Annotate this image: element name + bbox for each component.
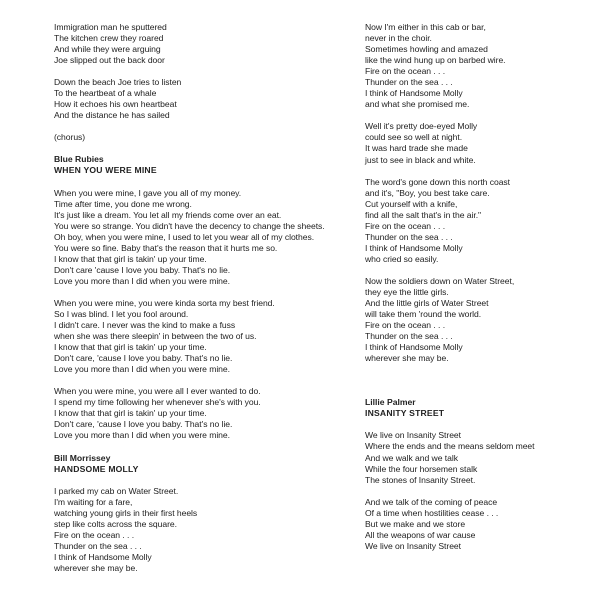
- song-title: INSANITY STREET: [365, 408, 445, 419]
- lyric-line: We live on Insanity Street: [365, 540, 461, 551]
- stanza: [365, 22, 595, 110]
- lyric-line: And we walk and we talk: [365, 452, 458, 463]
- lyric-line: wherever she may be.: [54, 562, 138, 573]
- lyric-line: But we make and we store: [365, 518, 466, 529]
- stanza: [54, 77, 354, 121]
- spacer: [54, 177, 354, 188]
- lyric-line: And we talk of the coming of peace: [365, 496, 498, 507]
- stanza: [54, 22, 354, 66]
- song-header-handsome-molly: [54, 453, 354, 486]
- lyric-line: Thunder on the sea . . .: [365, 77, 453, 88]
- lyric-line: Fire on the ocean . . .: [365, 320, 446, 331]
- chorus-note: (chorus): [54, 132, 86, 143]
- lyric-line: Love you more than I did when you were mine.: [54, 364, 230, 375]
- stanza: [54, 486, 354, 574]
- stanza: [365, 497, 595, 552]
- lyric-line: And while they were arguing: [54, 44, 161, 55]
- stanza: [365, 430, 595, 485]
- lyric-line: The kitchen crew they roared: [54, 33, 164, 44]
- lyric-line: Time after time, you done me wrong.: [54, 198, 192, 209]
- lyric-line: When you were mine, I gave you all of my money.: [54, 187, 242, 198]
- lyric-line: Cut yourself with a knife,: [365, 198, 458, 209]
- spacer: [365, 375, 595, 397]
- lyric-line: wherever she may be.: [365, 353, 449, 364]
- lyric-line: You were so strange. You didn't have the decency to change the sheets.: [54, 220, 325, 231]
- spacer: [54, 475, 354, 486]
- lyric-line: To the heartbeat of a whale: [54, 88, 157, 99]
- stanza: [365, 276, 595, 364]
- lyric-line: I spend my time following her whenever she's with you.: [54, 397, 261, 408]
- lyric-line: It was hard trade she made: [365, 143, 468, 154]
- artist-name: Blue Rubies: [54, 154, 104, 165]
- artist-name: Bill Morrissey: [54, 452, 111, 463]
- lyric-line: We live on Insanity Street: [365, 430, 461, 441]
- lyric-line: Thunder on the sea . . .: [365, 231, 453, 242]
- stanza: [365, 177, 595, 265]
- lyric-line: I think of Handsome Molly: [365, 342, 463, 353]
- right-column: [365, 22, 595, 552]
- spacer: [365, 419, 595, 430]
- chorus-note-block: [54, 132, 354, 143]
- lyric-line: And the little girls of Water Street: [365, 298, 489, 309]
- stanza: [54, 298, 354, 375]
- lyric-line: You were so fine. Baby that's the reason that it hurts me so.: [54, 242, 278, 253]
- lyric-line: Love you more than I did when you were mine.: [54, 275, 230, 286]
- lyric-line: and what she promised me.: [365, 99, 470, 110]
- song-header-insanity-street: [365, 397, 595, 430]
- lyric-line: Fire on the ocean . . .: [365, 220, 446, 231]
- lyric-line: could see so well at night.: [365, 132, 463, 143]
- lyric-line: Don't care, 'cause I love you baby. That's no lie.: [54, 353, 233, 364]
- lyric-line: All the weapons of war cause: [365, 529, 476, 540]
- lyric-line: I think of Handsome Molly: [54, 551, 152, 562]
- lyric-line: I know that that girl is takin' up your time.: [54, 342, 207, 353]
- lyric-line: who cried so easily.: [365, 253, 439, 264]
- lyric-line: The stones of Insanity Street.: [365, 474, 476, 485]
- lyric-line: How it echoes his own heartbeat: [54, 99, 177, 110]
- lyric-line: I know that that girl is takin' up your time.: [54, 408, 207, 419]
- lyric-line: Love you more than I did when you were mine.: [54, 430, 230, 441]
- lyric-line: Where the ends and the means seldom meet: [365, 441, 535, 452]
- lyric-line: I think of Handsome Molly: [365, 242, 463, 253]
- lyric-line: find all the salt that's in the air.": [365, 209, 482, 220]
- lyric-line: While the four horsemen stalk: [365, 463, 478, 474]
- lyric-line: When you were mine, you were all I ever wanted to do.: [54, 386, 261, 397]
- lyric-line: watching young girls in their first heels: [54, 507, 198, 518]
- song-header-when-you-were-mine: [54, 154, 354, 187]
- lyric-line: Oh boy, when you were mine, I used to let you wear all of my clothes.: [54, 231, 315, 242]
- lyric-line: Fire on the ocean . . .: [54, 529, 135, 540]
- lyric-line: Joe slipped out the back door: [54, 55, 165, 66]
- lyric-line: I think of Handsome Molly: [365, 88, 463, 99]
- lyric-line: Now I'm either in this cab or bar,: [365, 22, 486, 32]
- lyric-line: like the wind hung up on barbed wire.: [365, 55, 506, 66]
- lyric-line: step like colts across the square.: [54, 518, 177, 529]
- lyric-line: they eye the little girls.: [365, 286, 449, 297]
- lyric-line: Immigration man he sputtered: [54, 22, 167, 32]
- song-title: HANDSOME MOLLY: [54, 463, 139, 474]
- left-column: [54, 22, 354, 574]
- lyric-line: Well it's pretty doe-eyed Molly: [365, 121, 478, 132]
- lyric-line: Now the soldiers down on Water Street,: [365, 275, 515, 286]
- stanza: [54, 188, 354, 287]
- lyric-line: Don't care, 'cause I love you baby. That's no lie.: [54, 419, 233, 430]
- lyric-line: So I was blind. I let you fool around.: [54, 308, 189, 319]
- stanza: [365, 121, 595, 165]
- lyric-line: I know that that girl is takin' up your time.: [54, 253, 207, 264]
- lyric-line: Sometimes howling and amazed: [365, 44, 488, 55]
- lyric-line: Don't care 'cause I love you baby. That's no lie.: [54, 264, 231, 275]
- lyric-line: I parked my cab on Water Street.: [54, 485, 179, 496]
- lyric-line: The word's gone down this north coast: [365, 176, 511, 187]
- song-title: WHEN YOU WERE MINE: [54, 165, 157, 176]
- lyric-line: When you were mine, you were kinda sorta my best friend.: [54, 297, 275, 308]
- lyric-line: will take them 'round the world.: [365, 309, 482, 320]
- lyric-line: Of a time when hostilities cease . . .: [365, 507, 499, 518]
- lyric-line: never in the choir.: [365, 33, 432, 44]
- lyric-line: Thunder on the sea . . .: [54, 540, 142, 551]
- lyric-line: when she was there sleepin' in between the two of us.: [54, 331, 257, 342]
- lyric-line: Thunder on the sea . . .: [365, 331, 453, 342]
- lyric-line: And the distance he has sailed: [54, 110, 170, 121]
- lyric-line: I'm waiting for a fare,: [54, 496, 133, 507]
- lyric-line: just to see in black and white.: [365, 154, 476, 165]
- lyric-line: Down the beach Joe tries to listen: [54, 77, 182, 88]
- lyric-line: Fire on the ocean . . .: [365, 66, 446, 77]
- artist-name: Lillie Palmer: [365, 397, 416, 408]
- stanza: [54, 386, 354, 441]
- lyric-line: It's just like a dream. You let all my friends come over an eat.: [54, 209, 282, 220]
- lyric-line: I didn't care. I never was the kind to make a fuss: [54, 320, 236, 331]
- lyric-line: and it's, "Boy, you best take care.: [365, 187, 490, 198]
